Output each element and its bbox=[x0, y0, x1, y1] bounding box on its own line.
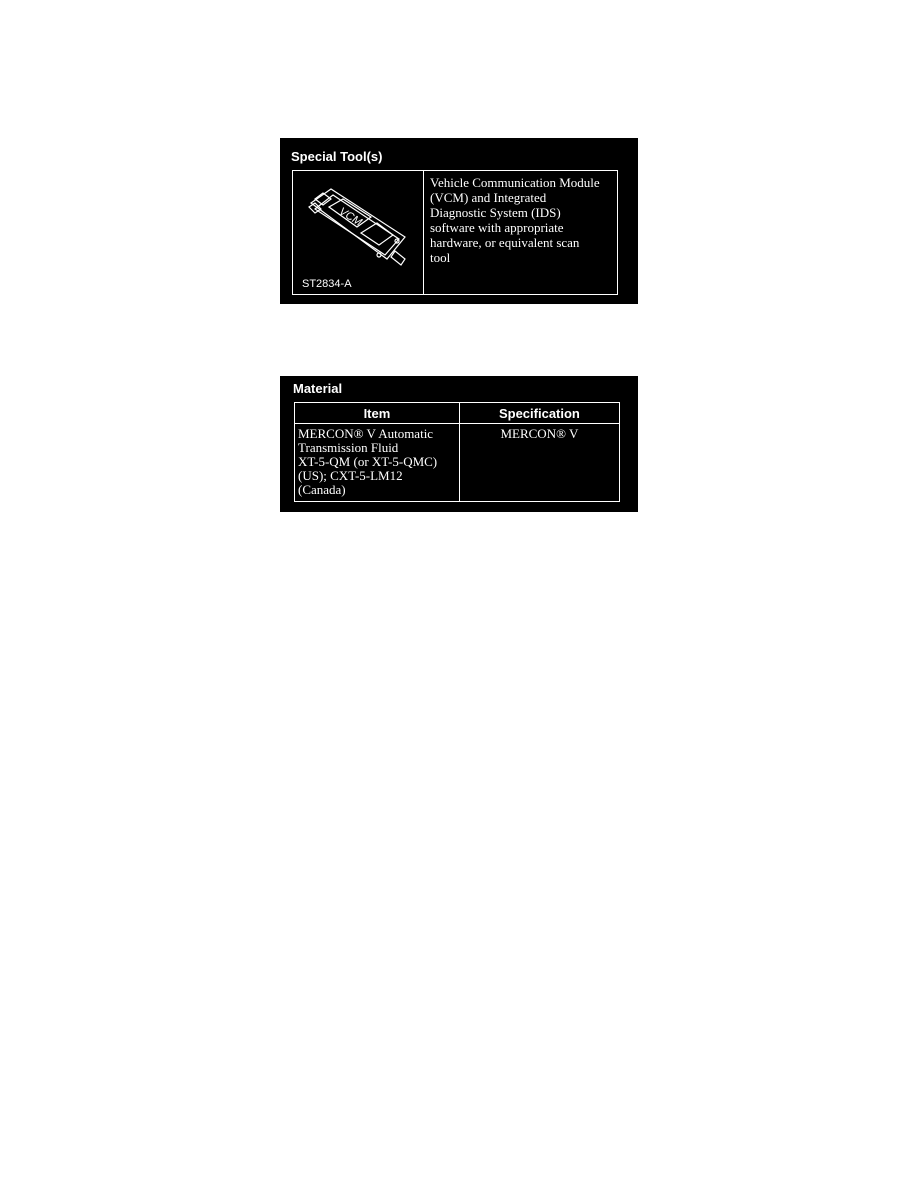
material-table bbox=[294, 402, 620, 502]
material-item-line: Transmission Fluid bbox=[298, 440, 399, 455]
material-item-line: (Canada) bbox=[298, 482, 346, 497]
material-item-line: MERCON® V Automatic bbox=[298, 426, 434, 441]
special-tool-description-line: software with appropriate bbox=[430, 220, 564, 235]
special-tool-image-code: ST2834-A bbox=[302, 278, 352, 290]
material-panel bbox=[280, 376, 638, 512]
special-tool-description-line: hardware, or equivalent scan bbox=[430, 235, 580, 250]
specification-column-header: Specification bbox=[459, 403, 619, 424]
material-specification-cell: MERCON® V bbox=[459, 424, 619, 502]
item-column-header: Item bbox=[295, 403, 460, 424]
material-header-row bbox=[295, 403, 620, 424]
special-tool-description bbox=[424, 171, 617, 294]
special-tool-table bbox=[292, 170, 618, 295]
special-tool-panel bbox=[280, 138, 638, 304]
special-tool-description-line: Diagnostic System (IDS) bbox=[430, 205, 561, 220]
table-row bbox=[295, 424, 620, 502]
special-tool-description-line: Vehicle Communication Module bbox=[430, 175, 600, 190]
material-item-cell bbox=[295, 424, 460, 502]
vcm-device-label: VCM bbox=[336, 205, 364, 229]
material-item-line: (US); CXT-5-LM12 bbox=[298, 468, 403, 483]
special-tool-description-line: (VCM) and Integrated bbox=[430, 190, 547, 205]
special-tool-title: Special Tool(s) bbox=[291, 149, 383, 164]
material-item-line: XT-5-QM (or XT-5-QMC) bbox=[298, 454, 438, 469]
special-tool-description-line: tool bbox=[430, 250, 451, 265]
material-title: Material bbox=[293, 381, 343, 396]
vcm-device-illustration bbox=[301, 181, 413, 273]
special-tool-image-cell bbox=[293, 171, 424, 294]
